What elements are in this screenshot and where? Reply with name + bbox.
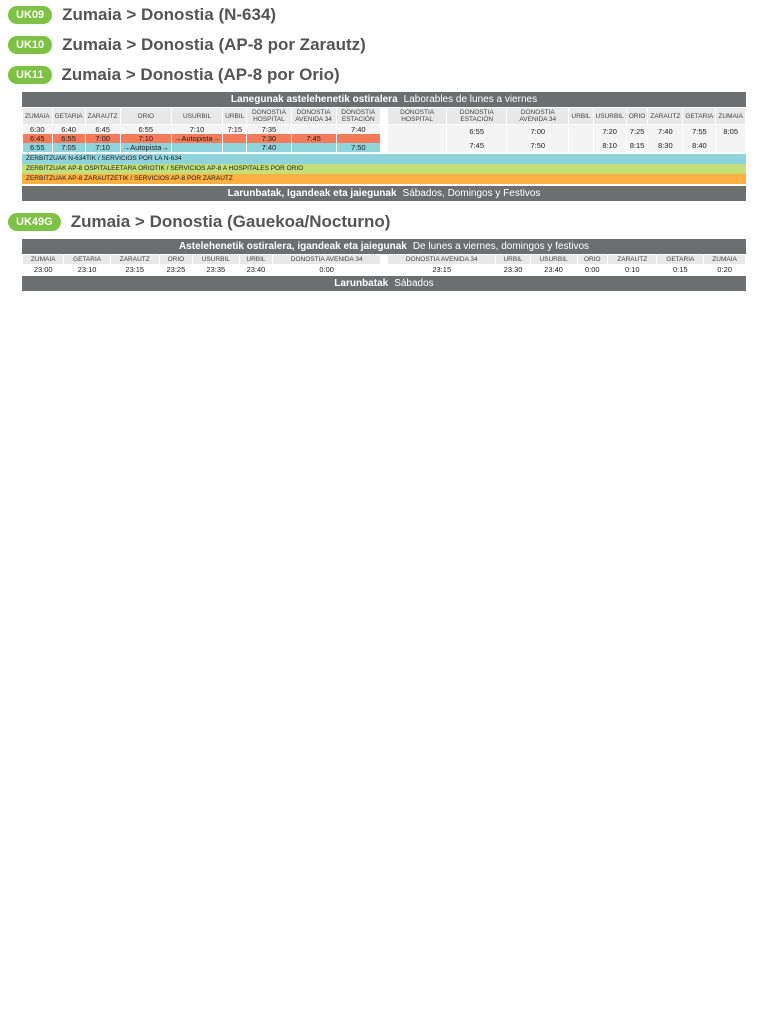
line-badge: UK10 bbox=[8, 36, 52, 54]
column-header: ORIO bbox=[626, 108, 648, 125]
column-header: GETARIA bbox=[64, 255, 110, 265]
time-cell: 7:40 bbox=[648, 125, 683, 139]
table-row bbox=[23, 143, 381, 152]
time-cell: 8:05 bbox=[716, 125, 746, 139]
time-cell: 8:10 bbox=[593, 139, 626, 152]
time-cell bbox=[171, 143, 222, 152]
time-cell: 7:30 bbox=[247, 134, 291, 143]
time-cell: →Autopista→ bbox=[120, 143, 171, 152]
table-row bbox=[388, 125, 746, 139]
time-cell bbox=[291, 125, 336, 135]
time-cell: 23:00 bbox=[23, 265, 64, 275]
legend-item: ZERBITZUAK N-634TIK / SERVICIOS POR LA N-634 bbox=[22, 154, 746, 164]
time-cell bbox=[223, 134, 247, 143]
column-header: URBIL bbox=[496, 255, 530, 265]
time-cell: 0:20 bbox=[704, 265, 746, 275]
weekday-return-table bbox=[387, 107, 746, 152]
column-header: DONOSTIA AVENIDA 34 bbox=[507, 108, 569, 125]
column-header: ZUMAIA bbox=[704, 255, 746, 265]
time-cell bbox=[388, 139, 447, 152]
time-cell: 7:25 bbox=[626, 125, 648, 139]
line-header-uk09 bbox=[0, 0, 768, 30]
time-cell: 6:45 bbox=[85, 125, 120, 135]
time-cell: 7:50 bbox=[507, 139, 569, 152]
line-header-uk11 bbox=[0, 60, 768, 90]
column-header: USURBIL bbox=[593, 108, 626, 125]
weekday-section-title: Lanegunak astelehenetik ostiralera Laborables de lunes a viernes bbox=[22, 92, 746, 107]
column-header: USURBIL bbox=[530, 255, 577, 265]
line-badge: UK09 bbox=[8, 6, 52, 24]
column-header: GETARIA bbox=[683, 108, 716, 125]
line-badge: UK49G bbox=[8, 213, 61, 231]
line-header-uk49g bbox=[0, 207, 768, 237]
time-cell bbox=[569, 125, 593, 139]
time-cell: 6:30 bbox=[23, 125, 53, 135]
time-cell bbox=[388, 125, 447, 139]
time-cell: 6:55 bbox=[120, 125, 171, 135]
time-cell: 7:40 bbox=[336, 125, 380, 135]
time-cell: 6:55 bbox=[23, 143, 53, 152]
weekday-outbound-table bbox=[22, 107, 381, 152]
time-cell: 23:35 bbox=[193, 265, 239, 275]
column-header: GETARIA bbox=[657, 255, 704, 265]
column-header: ZUMAIA bbox=[23, 108, 53, 125]
time-cell bbox=[291, 143, 336, 152]
line-header-uk10 bbox=[0, 30, 768, 60]
column-header: DONOSTIA AVENIDA 34 bbox=[388, 255, 496, 265]
night-saturday-title: Larunbatak Sábados bbox=[22, 276, 746, 291]
column-header: ORIO bbox=[120, 108, 171, 125]
time-cell: 7:55 bbox=[683, 125, 716, 139]
column-header: ZUMAIA bbox=[716, 108, 746, 125]
column-header: ZARAUTZ bbox=[85, 108, 120, 125]
time-cell: 23:10 bbox=[64, 265, 110, 275]
time-cell: 6:45 bbox=[23, 134, 53, 143]
time-cell: →Autopista→ bbox=[171, 134, 222, 143]
time-cell: 7:00 bbox=[507, 125, 569, 139]
time-cell: 7:00 bbox=[85, 134, 120, 143]
time-cell: 7:10 bbox=[120, 134, 171, 143]
legend-item: ZERBITZUAK AP-8 ZARAUTZETIK / SERVICIOS AP-8 POR ZARAUTZ bbox=[22, 174, 746, 184]
line-title: Zumaia > Donostia (Gauekoa/Nocturno) bbox=[70, 212, 391, 231]
time-cell: 7:10 bbox=[85, 143, 120, 152]
service-legend bbox=[22, 154, 746, 184]
column-header: DONOSTIA AVENIDA 34 bbox=[273, 255, 381, 265]
column-header: DONOSTIA AVENIDA 34 bbox=[291, 108, 336, 125]
line-title: Zumaia > Donostia (N-634) bbox=[62, 5, 277, 24]
time-cell: 7:10 bbox=[171, 125, 222, 135]
time-cell: 7:05 bbox=[52, 143, 85, 152]
table-row bbox=[23, 125, 381, 135]
time-cell bbox=[223, 143, 247, 152]
table-row bbox=[23, 265, 381, 275]
column-header: URBIL bbox=[569, 108, 593, 125]
time-cell: 7:20 bbox=[593, 125, 626, 139]
column-header: ORIO bbox=[577, 255, 608, 265]
time-cell: 7:15 bbox=[223, 125, 247, 135]
column-header: DONOSTIA ESTACIÓN bbox=[447, 108, 507, 125]
time-cell bbox=[336, 134, 380, 143]
time-cell: 23:15 bbox=[110, 265, 159, 275]
time-cell: 7:35 bbox=[247, 125, 291, 135]
time-cell: 8:30 bbox=[648, 139, 683, 152]
line-title: Zumaia > Donostia (AP-8 por Zarautz) bbox=[62, 35, 366, 54]
line-title: Zumaia > Donostia (AP-8 por Orio) bbox=[61, 65, 340, 84]
column-header: DONOSTIA ESTACIÓN bbox=[336, 108, 380, 125]
night-return-table bbox=[387, 254, 746, 274]
column-header: GETARIA bbox=[52, 108, 85, 125]
column-header: URBIL bbox=[223, 108, 247, 125]
time-cell: 6:40 bbox=[52, 125, 85, 135]
column-header: USURBIL bbox=[193, 255, 239, 265]
column-header: ZARAUTZ bbox=[648, 108, 683, 125]
column-header: DONOSTIA HOSPITAL bbox=[247, 108, 291, 125]
column-header: ORIO bbox=[159, 255, 192, 265]
column-header: ZUMAIA bbox=[23, 255, 64, 265]
legend-item: ZERBITZUAK AP-8 OSPITALEETARA ORIOTIK / SERVICIOS AP-8 A HOSPITALES POR ORIO bbox=[22, 164, 746, 174]
time-cell: 0:10 bbox=[608, 265, 657, 275]
time-cell: 6:55 bbox=[447, 125, 507, 139]
column-header: USURBIL bbox=[171, 108, 222, 125]
time-cell bbox=[569, 139, 593, 152]
weekend-section-title: Larunbatak, Igandeak eta jaiegunak Sábados, Domingos y Festivos bbox=[22, 186, 746, 201]
night-section-title: Astelehenetik ostiralera, igandeak eta jaiegunak De lunes a viernes, domingos y festivos bbox=[22, 239, 746, 254]
time-cell: 0:00 bbox=[273, 265, 381, 275]
time-cell: 6:55 bbox=[52, 134, 85, 143]
time-cell: 7:40 bbox=[247, 143, 291, 152]
time-cell: 7:45 bbox=[447, 139, 507, 152]
table-row bbox=[388, 265, 746, 275]
night-outbound-table bbox=[22, 254, 381, 274]
time-cell: 7:50 bbox=[336, 143, 380, 152]
column-header: DONOSTIA HOSPITAL bbox=[388, 108, 447, 125]
time-cell: 0:00 bbox=[577, 265, 608, 275]
time-cell: 7:45 bbox=[291, 134, 336, 143]
time-cell: 23:30 bbox=[496, 265, 530, 275]
time-cell: 8:40 bbox=[683, 139, 716, 152]
time-cell: 23:40 bbox=[530, 265, 577, 275]
time-cell: 23:25 bbox=[159, 265, 192, 275]
column-header: ZARAUTZ bbox=[110, 255, 159, 265]
table-row bbox=[388, 139, 746, 152]
time-cell: 8:15 bbox=[626, 139, 648, 152]
line-badge: UK11 bbox=[8, 66, 52, 84]
column-header: ZARAUTZ bbox=[608, 255, 657, 265]
time-cell: 0:15 bbox=[657, 265, 704, 275]
time-cell: 23:40 bbox=[239, 265, 273, 275]
column-header: URBIL bbox=[239, 255, 273, 265]
time-cell: 23:15 bbox=[388, 265, 496, 275]
table-row bbox=[23, 134, 381, 143]
time-cell bbox=[716, 139, 746, 152]
